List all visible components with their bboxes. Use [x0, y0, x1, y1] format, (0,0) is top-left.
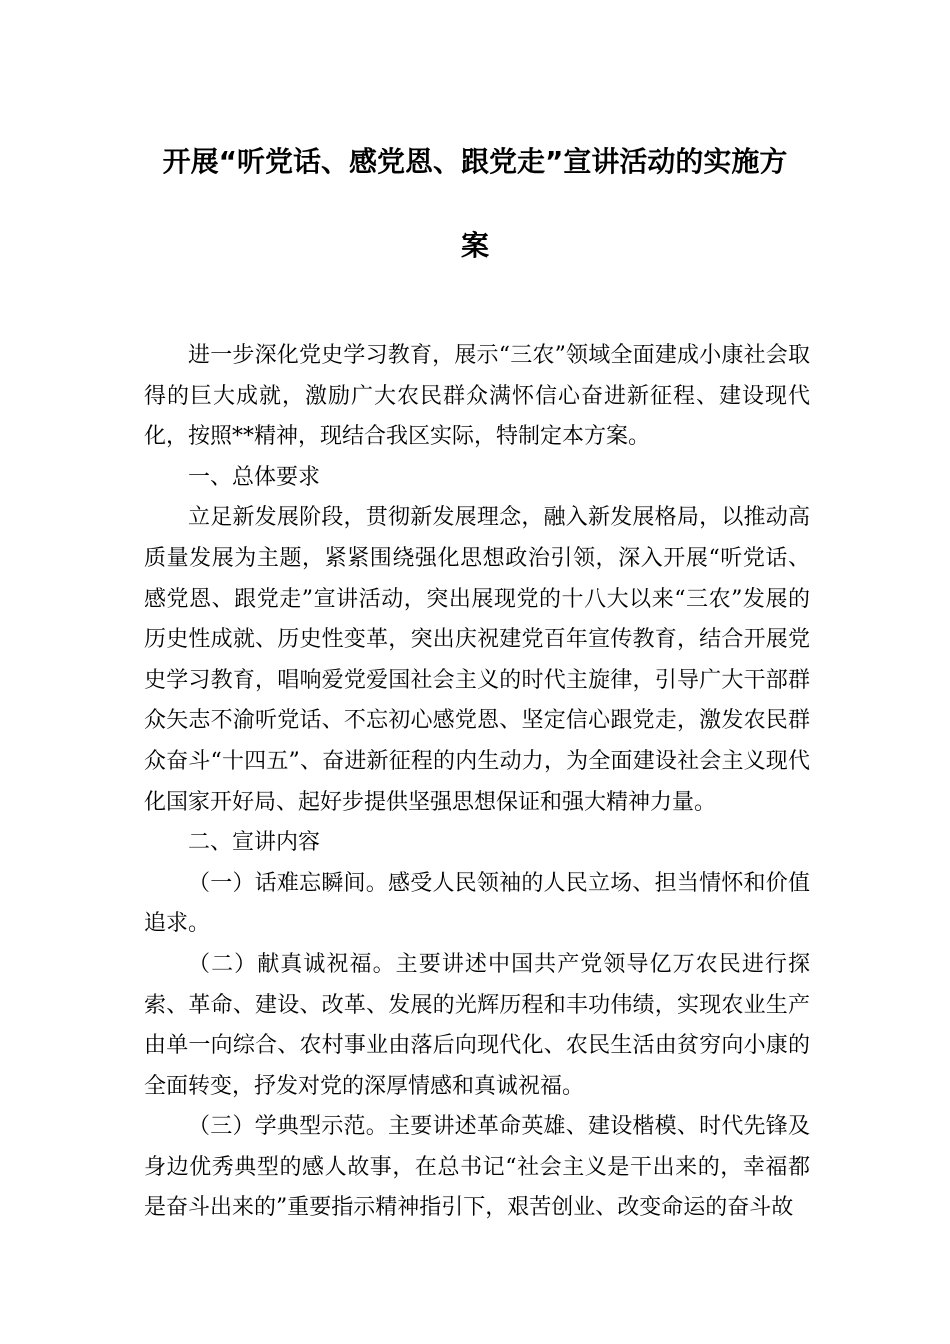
section-heading-general-requirements: 一、总体要求 [188, 464, 321, 490]
content-item-3: （三）学典型示范。主要讲述革命英雄、建设楷模、时代先锋及身边优秀典型的感人故事，在总书记“社会主义是干出来的，幸福都是奋斗出来的”重要指示精神指引下，艰苦创业、改变命运的奋斗故 [144, 1114, 810, 1221]
document-title-line-1: 开展“听党话、感党恩、跟党走”宣讲活动的实施方 [162, 145, 788, 178]
document-title-line-2: 案 [460, 229, 489, 262]
document-body [144, 336, 810, 1229]
content-item-1: （一）话难忘瞬间。感受人民领袖的人民立场、担当情怀和价值追求。 [144, 870, 810, 937]
section-heading-content: 二、宣讲内容 [188, 830, 321, 856]
general-requirements-paragraph: 立足新发展阶段，贯彻新发展理念，融入新发展格局，以推动高质量发展为主题，紧紧围绕强化思想政治引领，深入开展“听党话、感党恩、跟党走”宣讲活动，突出展现党的十八大以来“三农”发展的历史性成就、历史性变革，突出庆祝建党百年宣传教育，结合开展党史学习教育，唱响爱党爱国社会主义的时代主旋律，引导广大干部群众矢志不渝听党话、不忘初心感党恩、坚定信心跟党走，激发农民群众奋斗“十四五”、奋进新征程的内生动力，为全面建设社会主义现代化国家开好局、起好步提供坚强思想保证和强大精神力量。 [144, 505, 810, 815]
content-item-2: （二）献真诚祝福。主要讲述中国共产党领导亿万农民进行探索、革命、建设、改革、发展的光辉历程和丰功伟绩，实现农业生产由单一向综合、农村事业由落后向现代化、农民生活由贫穷向小康的全面转变，抒发对党的深厚情感和真诚祝福。 [144, 951, 810, 1099]
intro-paragraph: 进一步深化党史学习教育，展示“三农”领域全面建成小康社会取得的巨大成就，激励广大农民群众满怀信心奋进新征程、建设现代化，按照**精神，现结合我区实际，特制定本方案。 [144, 343, 810, 450]
